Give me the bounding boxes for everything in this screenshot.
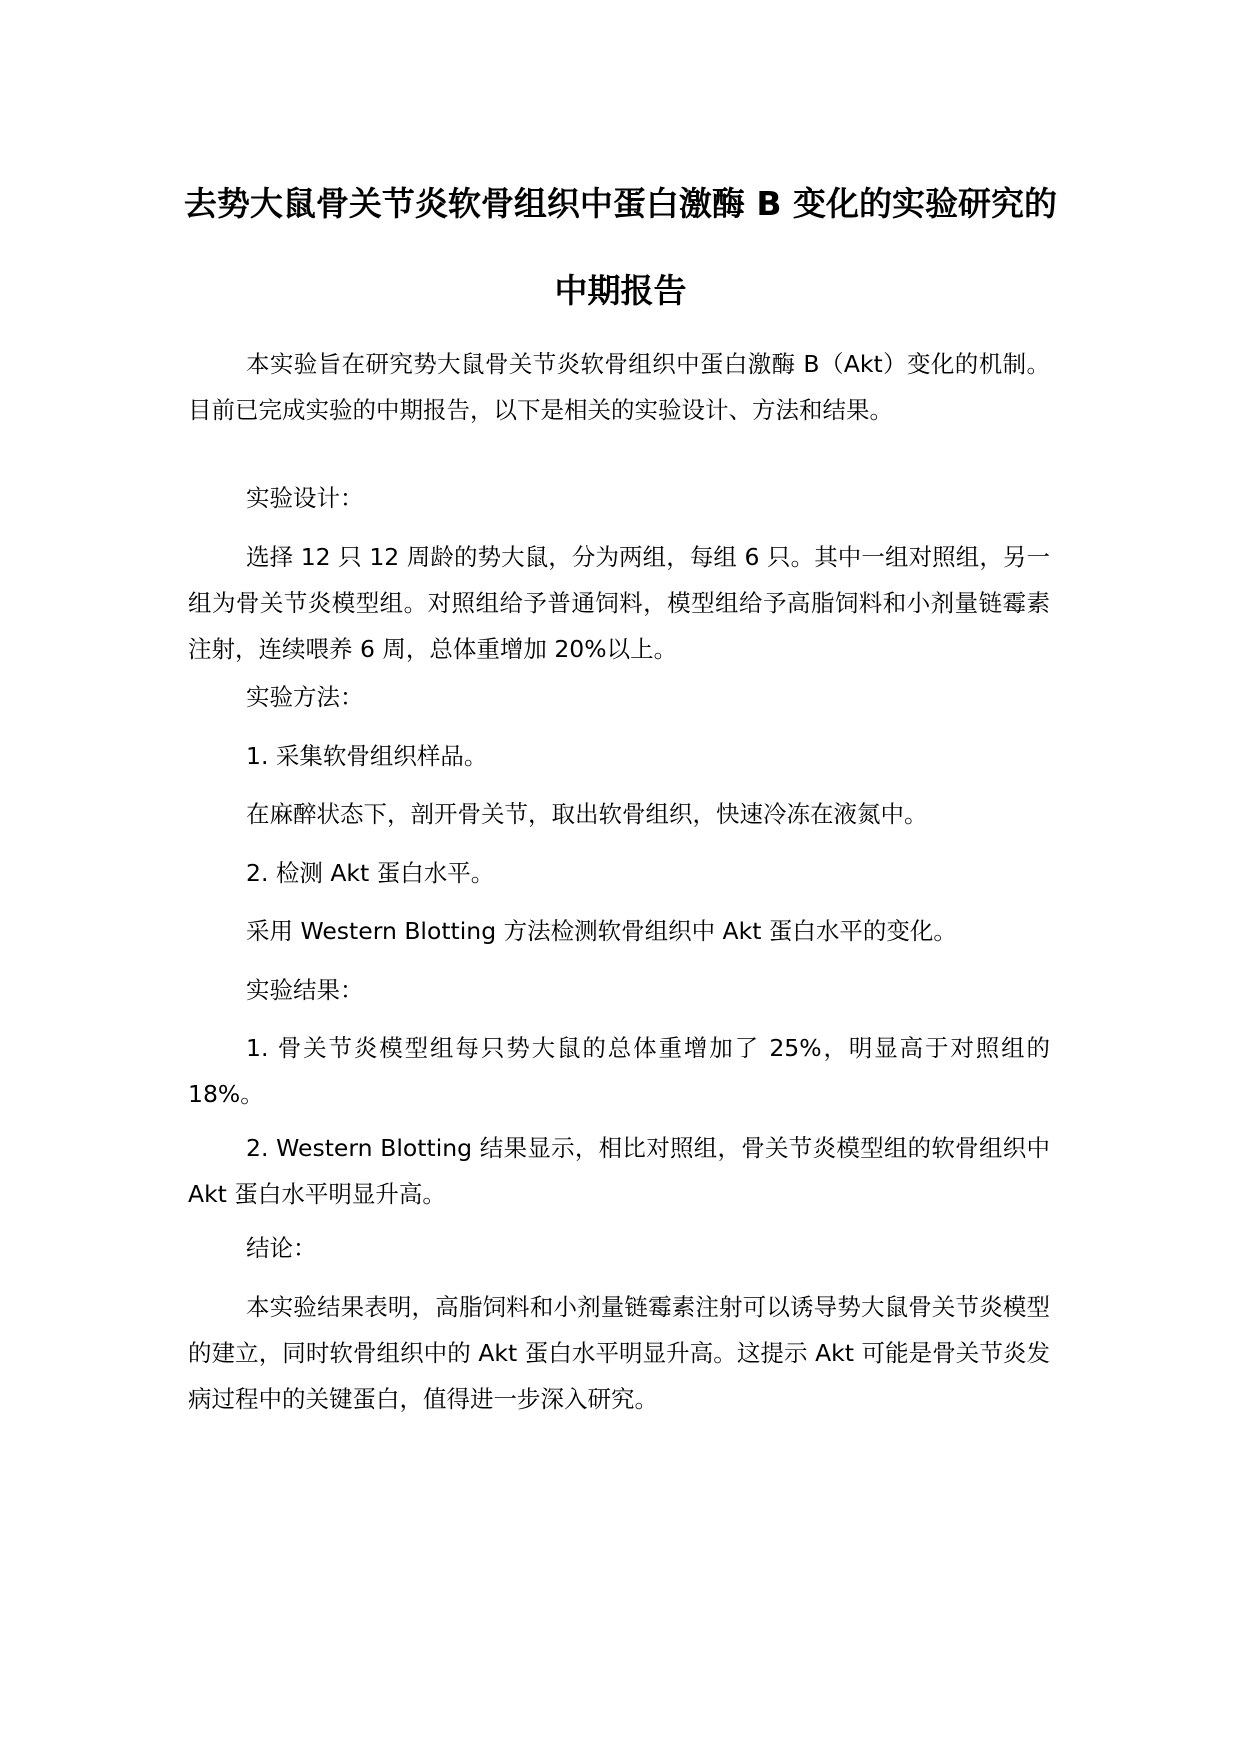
method-item-1-detail: 在麻醉状态下，剖开骨关节，取出软骨组织，快速冷冻在液氮中。 xyxy=(246,800,928,828)
method-item-2: 2. 检测 Akt 蛋白水平。 xyxy=(246,859,495,887)
result-item-2: 2. Western Blotting 结果显示，相比对照组，骨关节炎模型组的软骨组织中 Akt 蛋白水平明显升高。 xyxy=(188,1134,1050,1208)
method-item-1: 1. 采集软骨组织样品。 xyxy=(246,742,488,770)
document-title: 去势大鼠骨关节炎软骨组织中蛋白激酶 B 变化的实验研究的中期报告 xyxy=(183,184,1058,310)
method-item-2-detail: 采用 Western Blotting 方法检测软骨组织中 Akt 蛋白水平的变化。 xyxy=(246,917,957,945)
method-heading: 实验方法： xyxy=(246,683,364,711)
conclusion-heading: 结论： xyxy=(246,1234,317,1262)
result-heading: 实验结果： xyxy=(246,976,364,1004)
conclusion-paragraph: 本实验结果表明，高脂饲料和小剂量链霉素注射可以诱导势大鼠骨关节炎模型的建立，同时软骨组织中的 Akt 蛋白水平明显升高。这提示 Akt 可能是骨关节炎发病过程中的关键蛋白，值得进一步深入研究。 xyxy=(188,1293,1050,1413)
design-paragraph: 选择 12 只 12 周龄的势大鼠，分为两组，每组 6 只。其中一组对照组，另一组为骨关节炎模型组。对照组给予普通饲料，模型组给予高脂饲料和小剂量链霉素注射，连续喂养 6 周，总体重增加 20%以上。 xyxy=(188,543,1050,663)
design-heading: 实验设计： xyxy=(246,484,364,512)
intro-paragraph: 本实验旨在研究势大鼠骨关节炎软骨组织中蛋白激酶 B（Akt）变化的机制。目前已完成实验的中期报告，以下是相关的实验设计、方法和结果。 xyxy=(188,350,1050,424)
result-item-1: 1. 骨关节炎模型组每只势大鼠的总体重增加了 25%，明显高于对照组的 18%。 xyxy=(188,1034,1050,1108)
